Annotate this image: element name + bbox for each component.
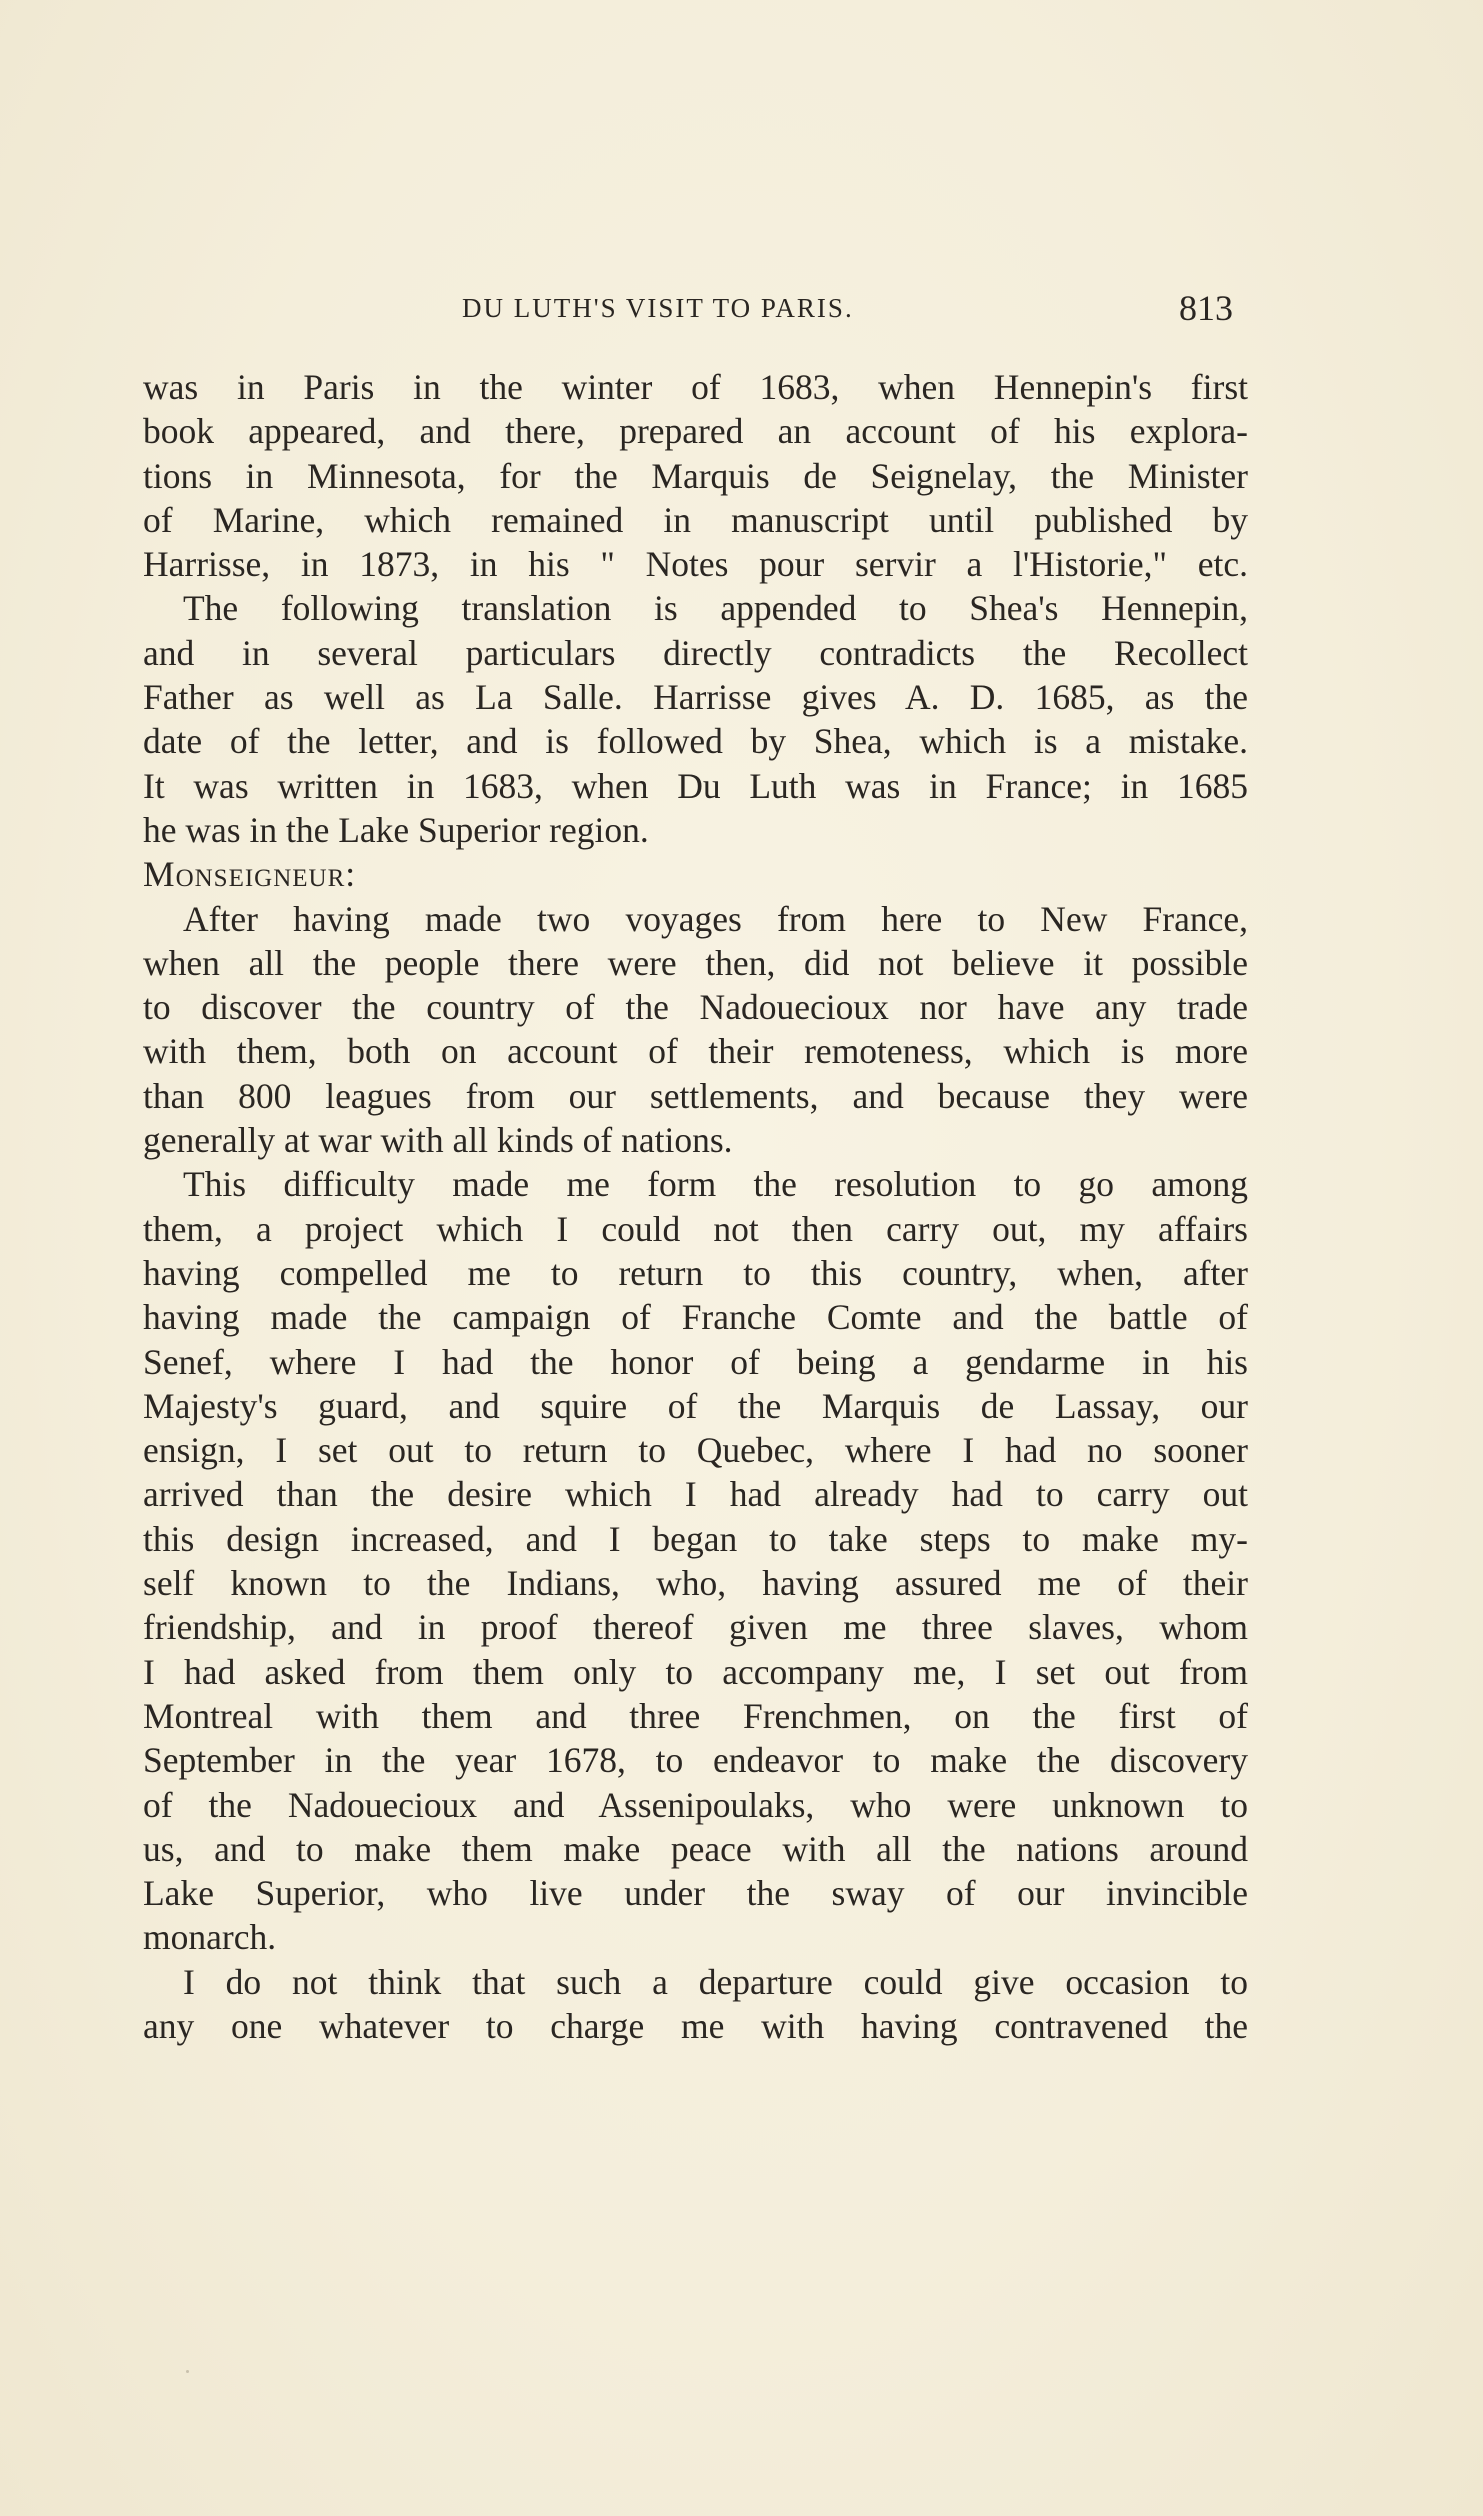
text-line: date of the letter, and is followed by Shea, which is a mistake. <box>143 721 1248 762</box>
text-line: than 800 leagues from our settlements, and because they were <box>143 1075 1248 1116</box>
running-title: DU LUTH'S VISIT TO PARIS. <box>462 293 854 323</box>
text-line: Majesty's guard, and squire of the Marquis de Lassay, our <box>143 1385 1248 1426</box>
text-line: Lake Superior, who live under the sway of our invincible <box>143 1873 1248 1914</box>
text-line: of the Nadouecioux and Assenipoulaks, who were unknown to <box>143 1784 1248 1825</box>
text-line: he was in the Lake Superior region. <box>143 809 649 850</box>
text-line: of Marine, which remained in manuscript until published by <box>143 499 1248 540</box>
body-text <box>143 365 1248 2048</box>
paper-speck <box>186 2370 189 2373</box>
text-line: Father as well as La Salle. Harrisse gives A. D. 1685, as the <box>143 677 1248 718</box>
text-line: having made the campaign of Franche Comte and the battle of <box>143 1297 1248 1338</box>
text-line: I do not think that such a departure could give occasion to <box>183 1961 1248 2002</box>
text-line: After having made two voyages from here to New France, <box>183 898 1248 939</box>
text-line: book appeared, and there, prepared an account of his explora- <box>143 411 1248 452</box>
text-line: when all the people there were then, did not believe it possible <box>143 942 1248 983</box>
text-line: generally at war with all kinds of nations. <box>143 1120 733 1161</box>
text-line: It was written in 1683, when Du Luth was in France; in 1685 <box>143 765 1248 806</box>
text-line: monarch. <box>143 1917 277 1958</box>
text-line: The following translation is appended to Shea's Hennepin, <box>183 588 1248 629</box>
text-line: ensign, I set out to return to Quebec, where I had no sooner <box>143 1430 1248 1471</box>
text-line: Montreal with them and three Frenchmen, on the first of <box>143 1695 1248 1736</box>
text-line: this design increased, and I began to take steps to make my- <box>143 1518 1248 1559</box>
text-line: to discover the country of the Nadouecioux nor have any trade <box>143 987 1248 1028</box>
text-line: Harrisse, in 1873, in his " Notes pour servir a l'Historie," etc. <box>143 544 1248 585</box>
text-line: Senef, where I had the honor of being a gendarme in his <box>143 1341 1248 1382</box>
text-line: having compelled me to return to this country, when, after <box>143 1252 1248 1293</box>
running-head <box>0 283 1483 333</box>
text-line: was in Paris in the winter of 1683, when Hennepin's first <box>143 367 1248 407</box>
text-line: them, a project which I could not then carry out, my affairs <box>143 1208 1248 1249</box>
text-line: This difficulty made me form the resolution to go among <box>183 1164 1248 1205</box>
salutation: Monseigneur: <box>143 854 357 895</box>
text-line: friendship, and in proof thereof given me three slaves, whom <box>143 1607 1248 1648</box>
text-line: I had asked from them only to accompany me, I set out from <box>143 1651 1248 1692</box>
text-line: any one whatever to charge me with having contravened the <box>143 2005 1248 2046</box>
page-number: 813 <box>1179 288 1233 328</box>
text-line: with them, both on account of their remoteness, which is more <box>143 1031 1248 1072</box>
text-line: us, and to make them make peace with all the nations around <box>143 1828 1248 1869</box>
text-line: tions in Minnesota, for the Marquis de Seignelay, the Minister <box>143 455 1248 496</box>
text-line: September in the year 1678, to endeavor to make the discovery <box>143 1740 1248 1781</box>
text-line: arrived than the desire which I had already had to carry out <box>143 1474 1248 1515</box>
text-line: self known to the Indians, who, having assured me of their <box>143 1563 1248 1604</box>
text-line: and in several particulars directly contradicts the Recollect <box>143 632 1248 673</box>
